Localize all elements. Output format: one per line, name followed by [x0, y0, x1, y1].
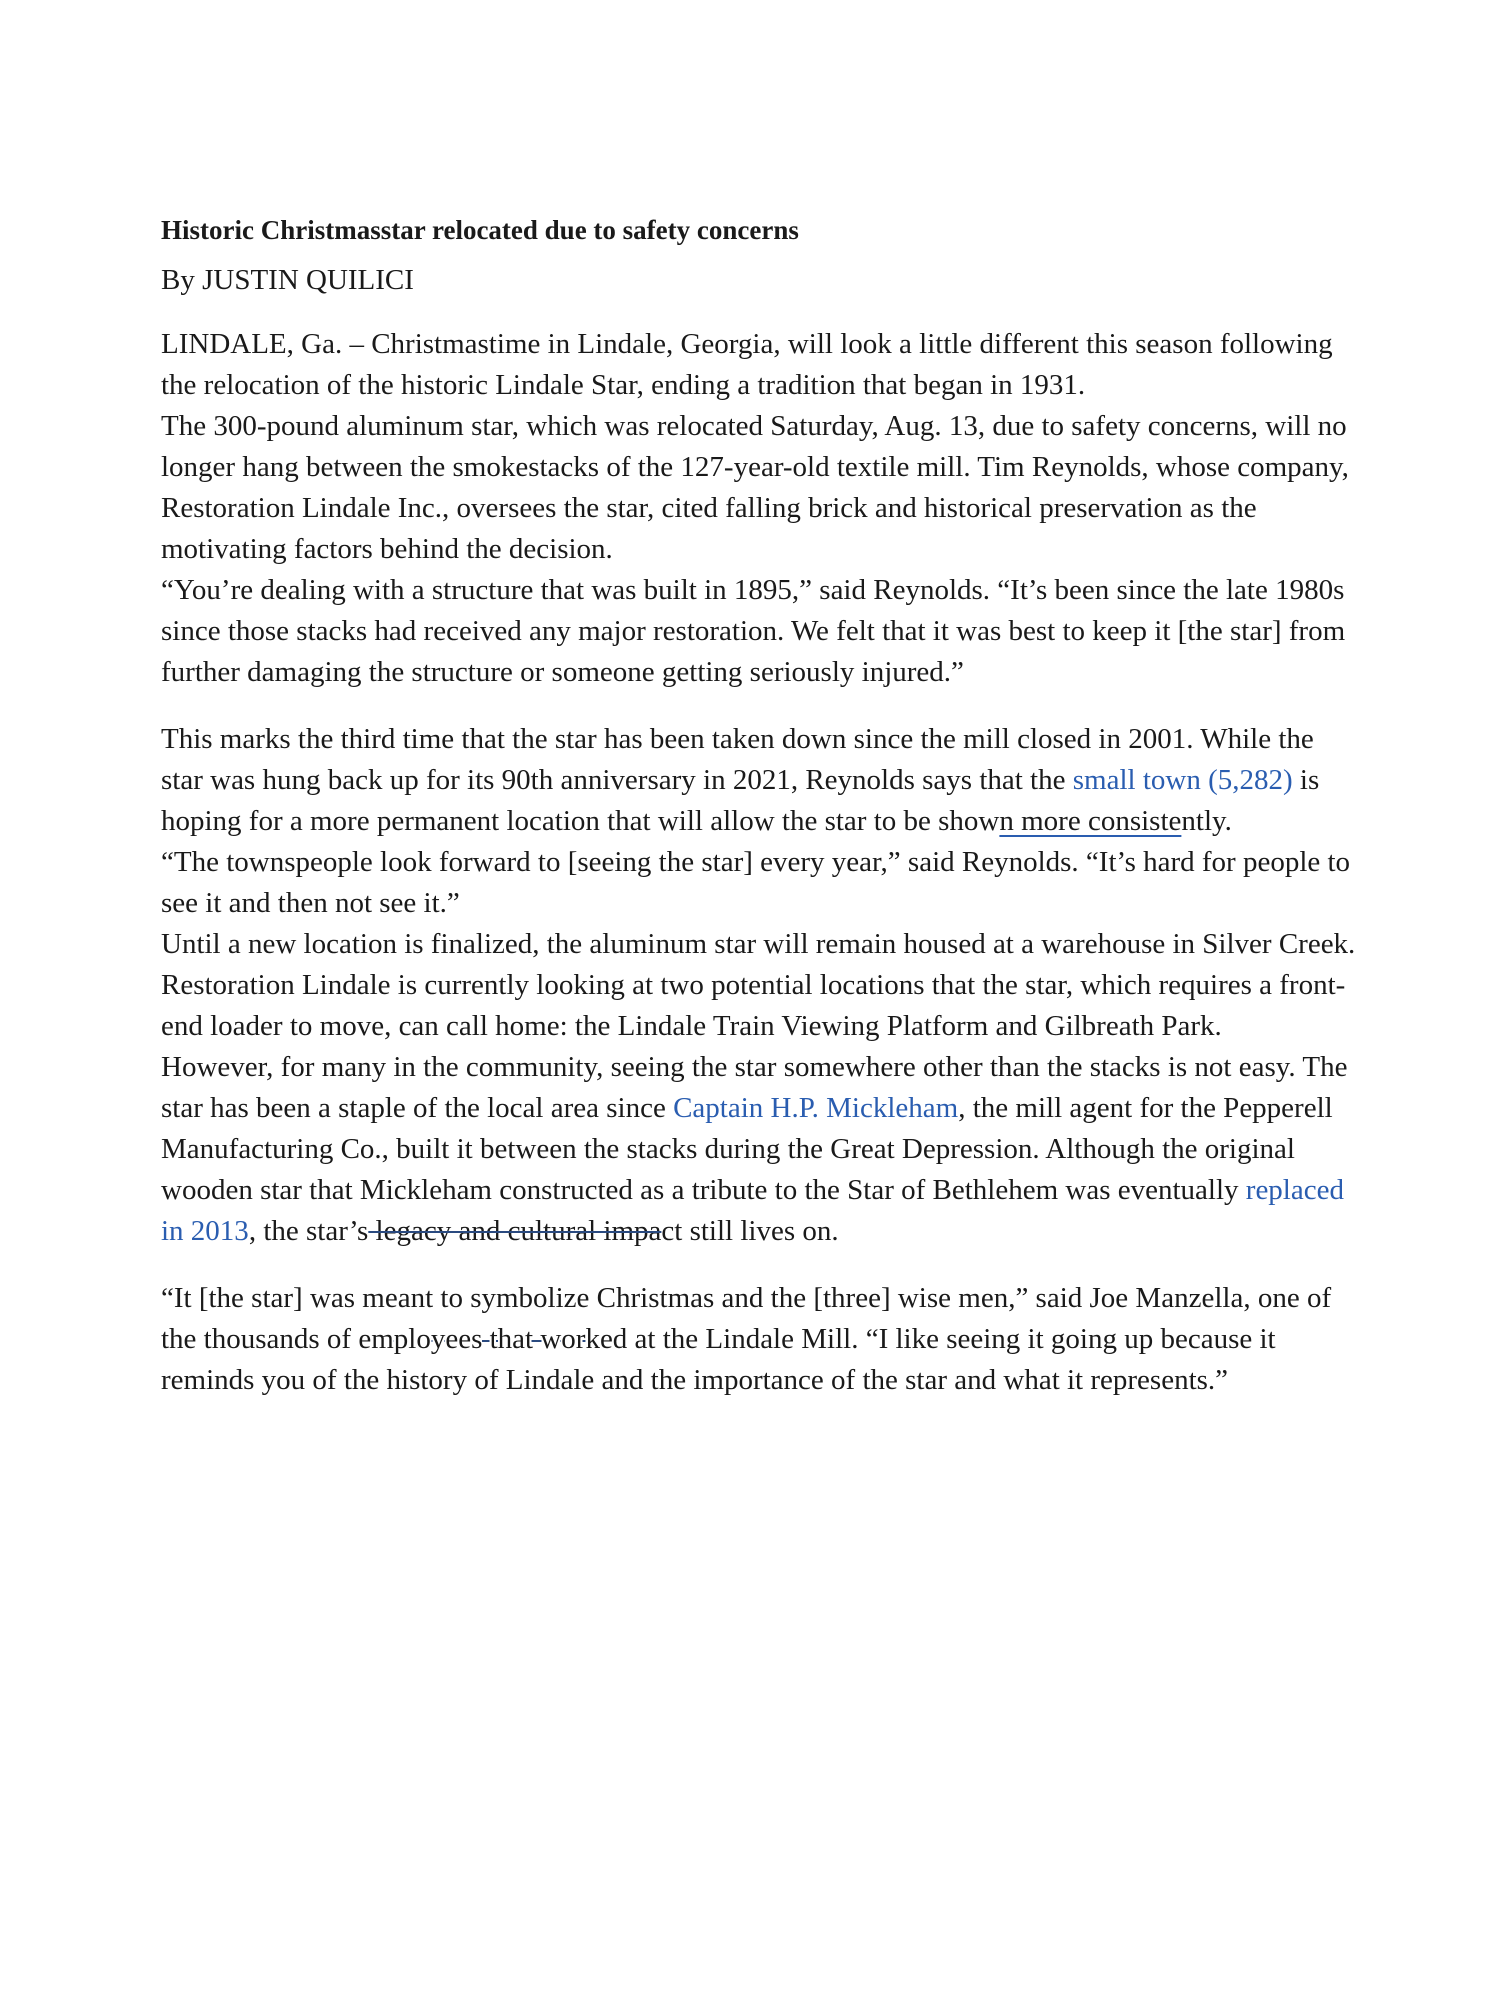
document-page — [161, 210, 1361, 1401]
underlined-annotation: n more consiste — [999, 805, 1182, 837]
paragraph-7-text-mid2: , the star’s — [248, 1215, 369, 1247]
paragraph-6: Until a new location is finalized, the aluminum star will remain housed at a warehouse in Silver Creek. Restoration Lindale is currently looking at two potential locations that the star, which requires a front-end loader to move, can call home: the Lindale Train Viewing Platform and Gilbreath Park. — [161, 928, 1356, 1042]
strikethrough-annotation: legacy and cultural impa — [368, 1215, 662, 1247]
paragraph-7 — [161, 1047, 1361, 1252]
paragraph-3: “You’re dealing with a structure that was built in 1895,” said Reynolds. “It’s been since the late 1980s since those stacks had received any major restoration. We felt that it was best to keep it [the star] from further damaging the structure or someone getting seriously injured.” — [161, 574, 1346, 688]
paragraph-4-text-mid: is hoping for a more permanent location that will allow the star to be show — [161, 764, 1320, 837]
paragraph-4 — [161, 719, 1361, 842]
paragraph-8-text-end: ked at the Lindale Mill. “I like seeing it going up because it reminds you of the history of Lindale and the importance of the star and what it represents.” — [161, 1323, 1276, 1396]
paragraph-1: LINDALE, Ga. – Christmastime in Lindale, Georgia, will look a little different this season following the relocation of the historic Lindale Star, ending a tradition that began in 1931. — [161, 328, 1333, 401]
paragraph-4-text: This marks the third time that the star has been taken down since the mill closed in 2001. While the star was hung back up for its 90th anniversary in 2021, Reynolds says that the — [161, 723, 1314, 796]
line-annotation: ployees that wor — [393, 1323, 586, 1355]
mickleham-link[interactable]: Captain H.P. Mickleham — [673, 1092, 959, 1124]
article-byline: By JUSTIN QUILICI — [161, 264, 414, 296]
small-town-link[interactable]: small town (5,282) — [1072, 764, 1293, 796]
article-title: Historic Christmasstar relocated due to safety concerns — [161, 215, 799, 245]
paragraph-8-text: “It [the star] was meant to symbolize Christmas and the [three] wise men,” said Joe Manzella, one of the thousands of em — [161, 1282, 1332, 1355]
paragraph-8 — [161, 1278, 1361, 1401]
replaced-2013-link[interactable]: replaced in 2013 — [161, 1174, 1344, 1247]
paragraph-4-text-end: ntly. — [1181, 805, 1232, 837]
paragraph-5: “The townspeople look forward to [seeing the star] every year,” said Reynolds. “It’s hard for people to see it and then not see it.” — [161, 846, 1351, 919]
paragraph-7-text: However, for many in the community, seeing the star somewhere other than the stacks is not easy. The star has been a staple of the local area since — [161, 1051, 1348, 1124]
paragraph-2: The 300-pound aluminum star, which was relocated Saturday, Aug. 13, due to safety concerns, will no longer hang between the smokestacks of the 127-year-old textile mill. Tim Reynolds, whose company, Restoration Lindale Inc., oversees the star, cited falling brick and historical preservation as the motivating factors behind the decision. — [161, 410, 1349, 565]
paragraph-7-text-mid: , the mill agent for the Pepperell Manufacturing Co., built it between the stacks during the Great Depression. Although the original wooden star that Mickleham constructed as a tribute to the Star of Bethlehem was eventually — [161, 1092, 1333, 1206]
paragraph-7-text-end: ct still lives on. — [661, 1215, 839, 1247]
